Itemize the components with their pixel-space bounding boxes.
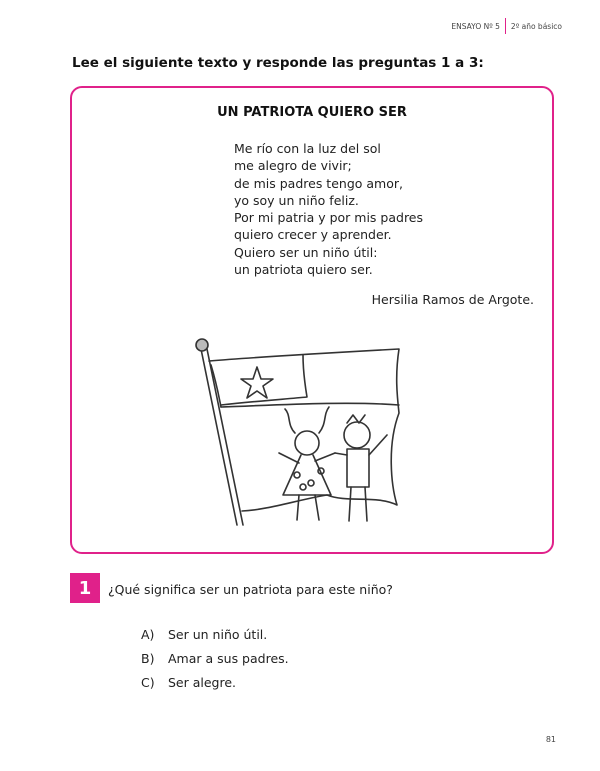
header-divider <box>505 18 506 34</box>
answer-option-c[interactable] <box>141 675 289 699</box>
option-letter: B) <box>141 651 155 666</box>
answer-option-a[interactable] <box>141 627 289 651</box>
question-number-badge: 1 <box>70 573 100 603</box>
answer-option-b[interactable] <box>141 651 289 675</box>
header-grade-label: 2º año básico <box>510 21 562 31</box>
poem-line: un patriota quiero ser. <box>234 262 373 278</box>
poem-line: quiero crecer y aprender. <box>234 227 392 243</box>
option-text: Ser un niño útil. <box>168 627 268 642</box>
poem-line: Por mi patria y por mis padres <box>234 210 424 226</box>
poem-line: de mis padres tengo amor, <box>234 175 403 191</box>
header-exam-label: ENSAYO Nº 5 <box>451 21 500 31</box>
poem-line: yo soy un niño feliz. <box>234 192 359 208</box>
poem-line: Quiero ser un niño útil: <box>234 244 378 260</box>
option-letter: C) <box>141 675 155 690</box>
option-text: Amar a sus padres. <box>168 651 289 666</box>
poem-title: UN PATRIOTA QUIERO SER <box>217 105 407 120</box>
poem-line: me alegro de vivir; <box>234 158 352 174</box>
option-letter: A) <box>141 627 155 642</box>
poem-body <box>234 140 423 278</box>
page-number: 81 <box>545 735 556 744</box>
option-text: Ser alegre. <box>168 675 237 690</box>
poem-line: Me río con la luz del sol <box>234 141 381 156</box>
instruction-text: Lee el siguiente texto y responde las preguntas 1 a 3: <box>72 55 484 71</box>
page-header <box>451 18 562 34</box>
question-text: ¿Qué significa ser un patriota para este niño? <box>108 582 393 597</box>
reading-box <box>70 86 554 554</box>
poem-author: Hersilia Ramos de Argote. <box>371 292 534 307</box>
answer-options <box>141 627 289 699</box>
flag-children-illustration <box>187 335 407 535</box>
